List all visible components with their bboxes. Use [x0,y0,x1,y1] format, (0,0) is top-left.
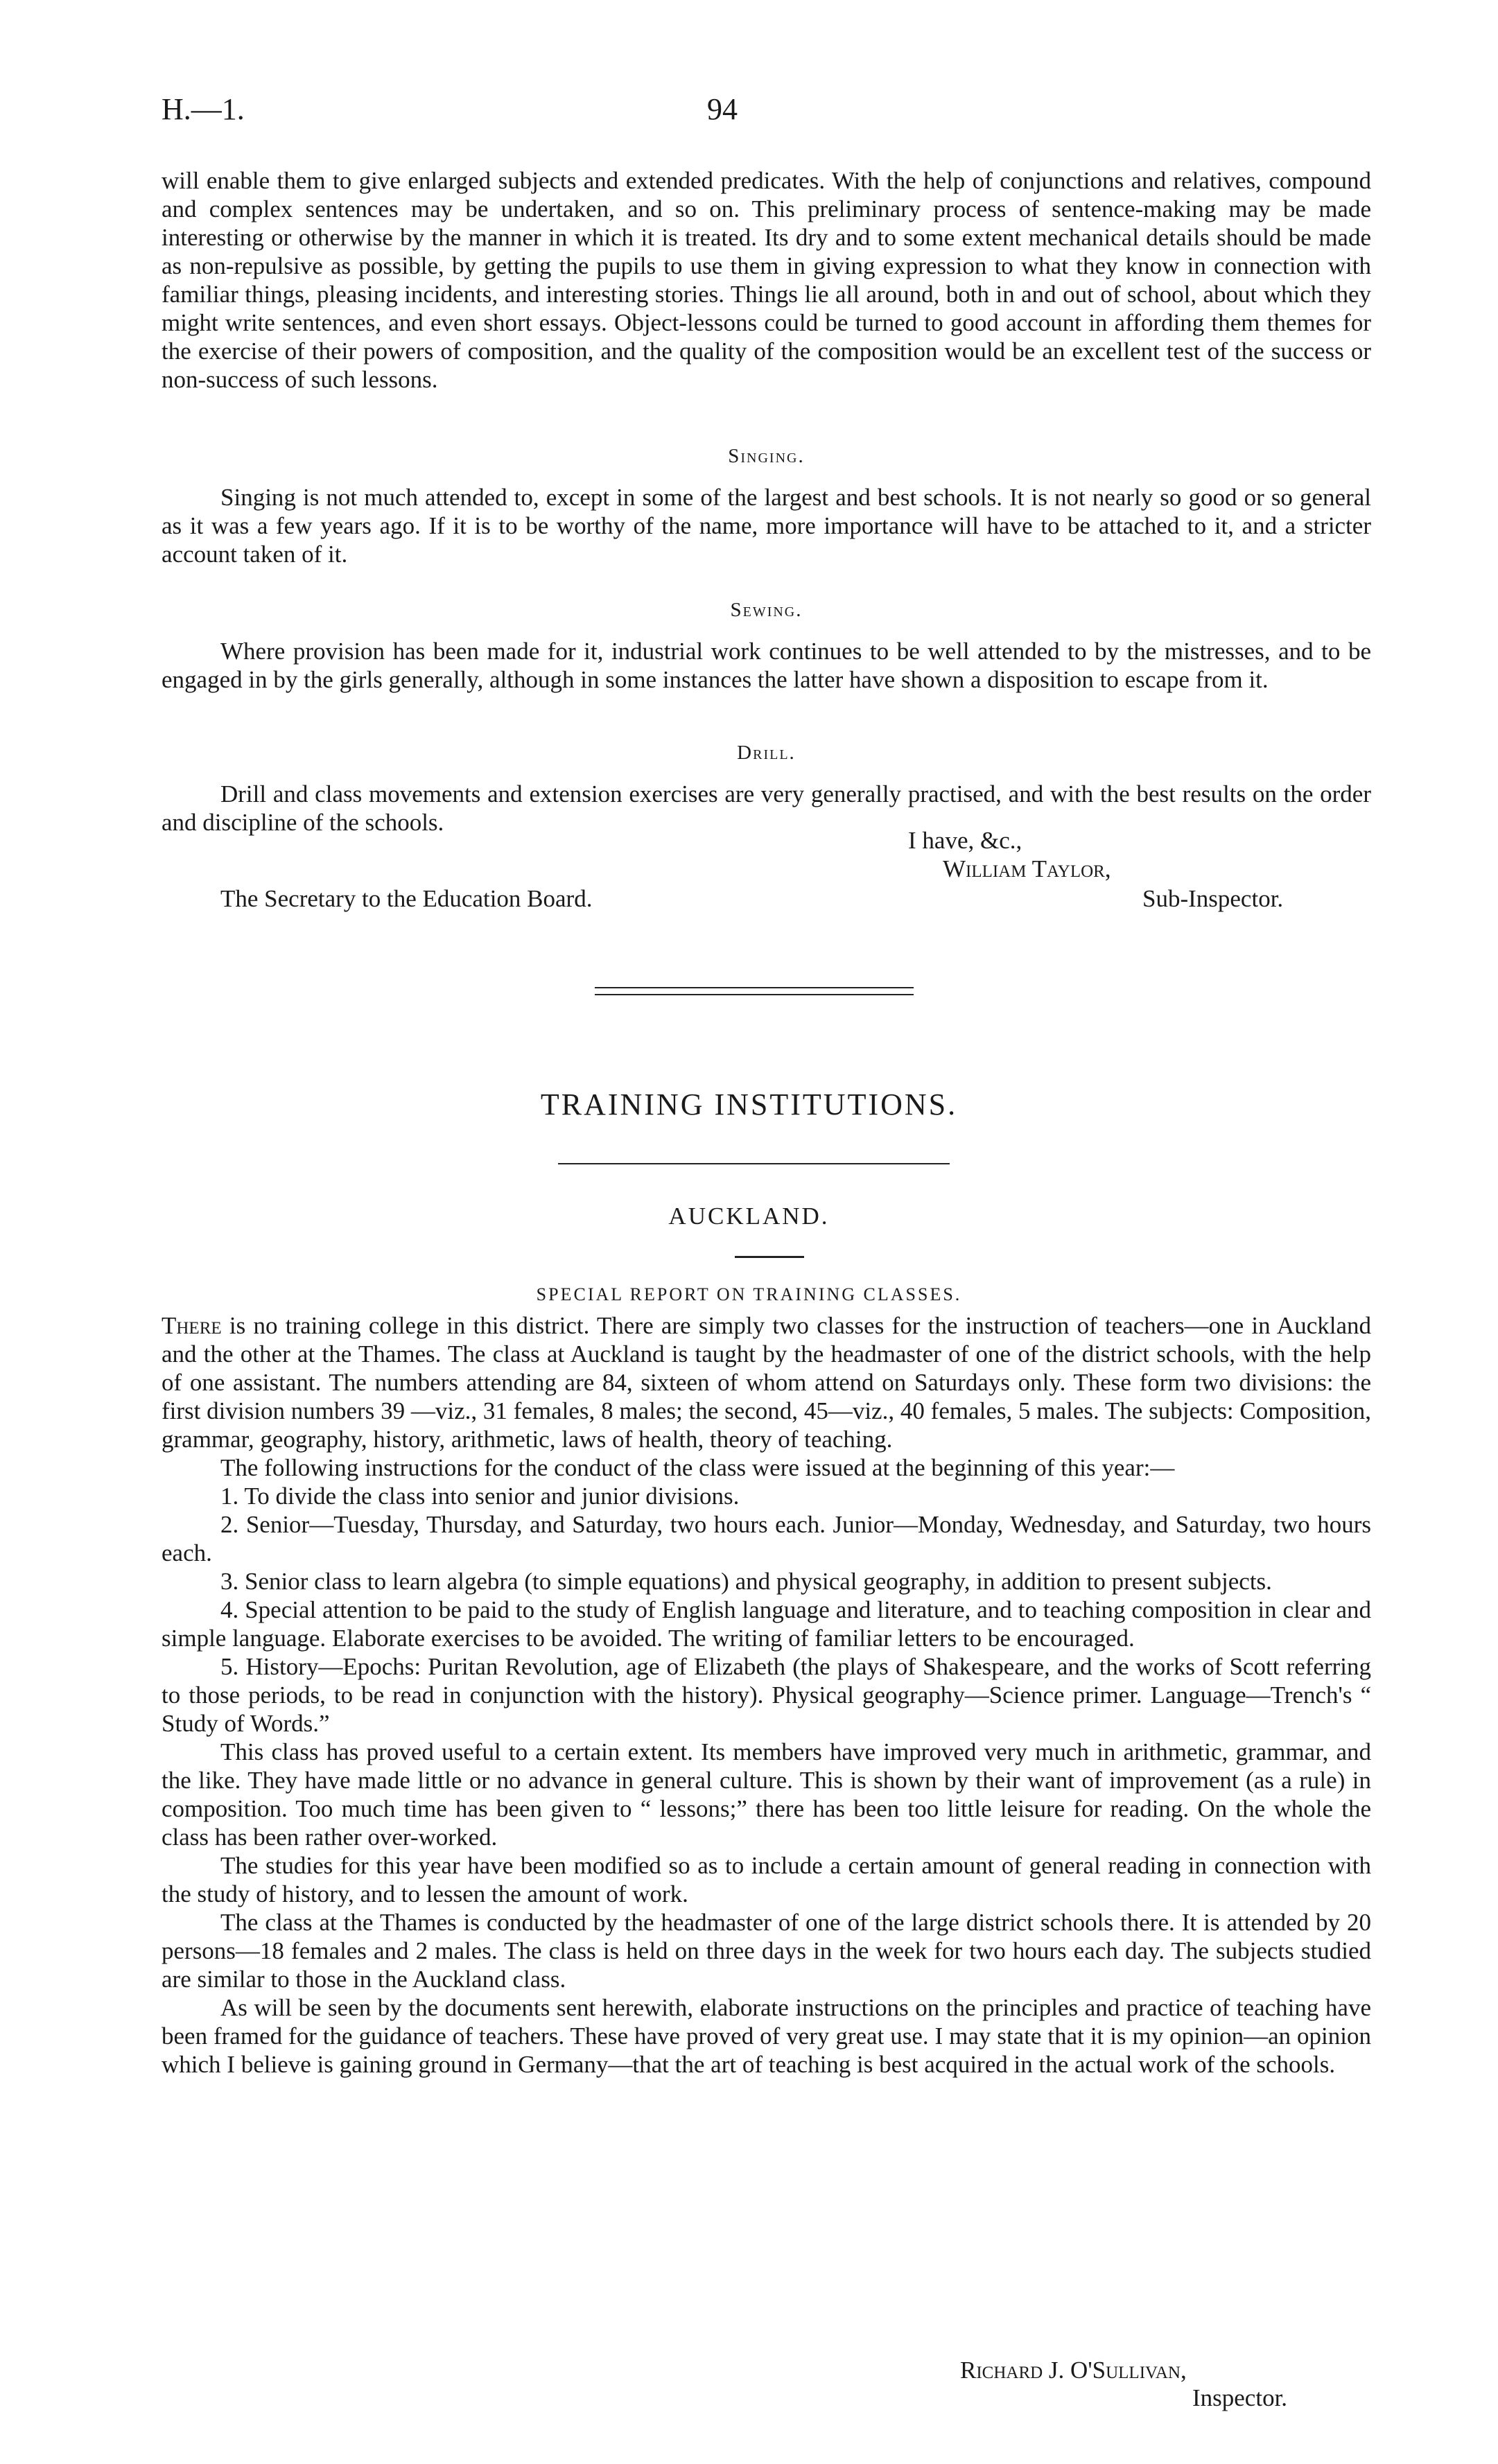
singing-section [162,445,1371,568]
recipient-line: The Secretary to the Education Board. [220,885,593,912]
signatory-title: Sub-Inspector. [1142,885,1284,912]
report-paragraph-results: This class has proved useful to a certain extent. Its members have improved very much in arithmetic, grammar, and the like. They have made little or no advance in general culture. This is shown by their want of improvement (as a rule) in composition. Too much time has been given to “ lessons;” there has been too little leisure for reading. On the whole the class has been rather over-worked. [162,1738,1371,1851]
intro-section [162,166,1371,394]
auckland-heading: AUCKLAND. [668,1203,830,1230]
report-paragraph-thames: The class at the Thames is conducted by the headmaster of one of the large district schools there. It is attended by 20 persons—18 females and 2 males. The class is held on three days in the week for two hours each day. The subjects studied are similar to those in the Auckland class. [162,1909,1371,1993]
report-paragraph-documents: As will be seen by the documents sent herewith, elaborate instructions on the principles and practice of teaching have been framed for the guidance of teachers. These have proved of very great use. I may state that it is my opinion—an opinion which I believe is gaining ground in Germany—that the art of teaching is best acquired in the actual work of the schools. [162,1994,1371,2078]
sewing-paragraph: Where provision has been made for it, industrial work continues to be well attended to by the mistresses, and to be engaged in by the girls generally, although in some instances the latter have shown a disposition to escape from it. [162,638,1371,693]
drill-section [162,742,1371,837]
closing-line: I have, &c., [908,827,1022,854]
drill-paragraph: Drill and class movements and extension exercises are very generally practised, and with the best results on the order and discipline of the schools. [162,780,1371,836]
report-paragraph-1-text: is no training college in this district. There are simply two classes for the instruction of teachers—one in Auckland and the other at the Thames. The class at Auckland is taught by the headmaster of one of the district schools, with the help of one assistant. The numbers attending are 84, sixteen of whom attend on Saturdays only. These form two divisions: the first division numbers 39 —viz., 31 females, 8 males; the second, 45—viz., 40 females, 5 males. The subjects: Composition, grammar, geography, history, arithmetic, laws of health, theory of teaching. [162,1312,1372,1453]
inspector-name: Richard J. O'Sullivan, [960,2357,1187,2384]
sewing-heading: Sewing. [730,599,803,621]
report-paragraph-1 [162,1311,1371,1453]
intro-paragraph: will enable them to give enlarged subjects and extended predicates. With the help of conjunctions and relatives, compound and complex sentences may be undertaken, and so on. This preliminary process of sentence-making may be made interesting or otherwise by the manner in which it is treated. Its dry and to some extent mechanical details should be made as non-repulsive as possible, by getting the pupils to use them in giving expression to what they know in connection with familiar things, pleasing incidents, and interesting stories. Things lie all around, both in and out of school, about which they might write sentences, and even short essays. Object-lessons could be turned to good account in affording them themes for the exercise of their powers of composition, and the quality of the composition would be an excellent test of the success or non-success of such lessons. [162,167,1371,393]
separator-rule-bottom [595,994,914,995]
singing-paragraph: Singing is not much attended to, except in some of the largest and best schools. It is not nearly so good or so general as it was a few years ago. If it is to be worthy of the name, more importance will have to be attached to it, and a stricter account taken of it. [162,484,1371,568]
training-report-body [162,1311,1371,2079]
instruction-4: 4. Special attention to be paid to the study of English language and literature, and to teaching composition in clear and simple language. Elaborate exercises to be avoided. The writing of familiar letters to be encouraged. [162,1596,1371,1652]
report-title: SPECIAL REPORT ON TRAINING CLASSES. [536,1284,962,1304]
signatory-name: William Taylor, [943,855,1111,882]
instruction-3: 3. Senior class to learn algebra (to simple equations) and physical geography, in addition to present subjects. [220,1568,1272,1595]
lead-word: There [162,1312,222,1339]
instruction-2: 2. Senior—Tuesday, Thursday, and Saturday, two hours each. Junior—Monday, Wednesday, and Saturday, two hours each. [162,1511,1371,1566]
report-paragraph-modified: The studies for this year have been modified so as to include a certain amount of general reading in connection with the study of history, and to lessen the amount of work. [162,1852,1371,1907]
instruction-1: 1. To divide the class into senior and junior divisions. [220,1483,740,1510]
page-number: 94 [707,92,738,126]
report-code: H.—1. [162,92,245,126]
instruction-5: 5. History—Epochs: Puritan Revolution, age of Elizabeth (the plays of Shakespeare, and the works of Scott referring to those periods, to be read in conjunction with the history). Physical geography—Science primer. Language—Trench's “ Study of Words.” [162,1653,1371,1737]
drill-heading: Drill. [737,742,796,764]
title-rule [558,1163,950,1164]
separator-rule-top [595,987,914,988]
singing-heading: Singing. [728,445,805,467]
report-paragraph-2: The following instructions for the conduct of the class were issued at the beginning of this year:— [220,1454,1175,1481]
training-title: TRAINING INSTITUTIONS. [540,1087,958,1121]
short-rule [735,1256,804,1258]
inspector-title: Inspector. [1192,2384,1288,2411]
sewing-section [162,599,1371,694]
